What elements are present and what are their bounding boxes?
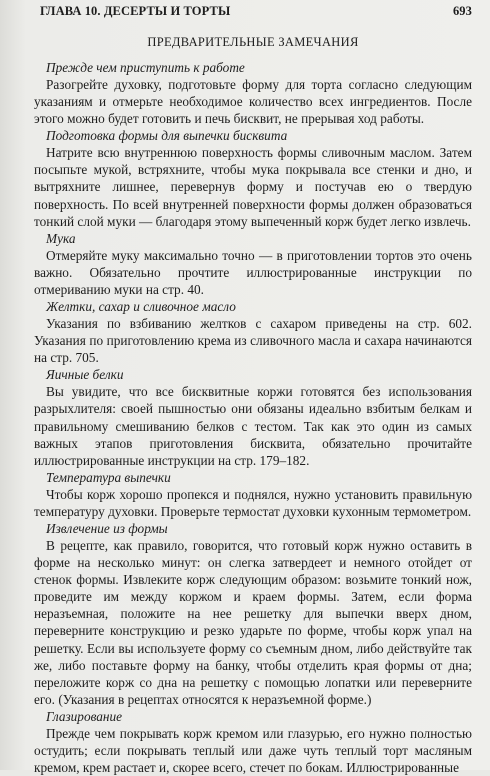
subheading: Мука xyxy=(46,230,76,246)
paragraph: Натрите всю внутреннюю поверхность формы сливочным маслом. Затем посыпьте мукой, встряхните, чтобы мука покрывала все стенки и дно, и вытряхните лишнее, перевернув форму и постучав ею о твердую поверхность. По всей внутренней поверхности формы должен образоваться тонкий слой муки — благодаря этому выпеченный корж будет легко извлечь. xyxy=(34,145,472,229)
subheading: Подготовка формы для выпечки бисквита xyxy=(46,128,288,144)
page-number: 693 xyxy=(452,4,472,18)
subheading: Желтки, сахар и сливочное масло xyxy=(46,299,236,315)
subheading: Яичные белки xyxy=(46,367,124,383)
paragraph: Вы увидите, что все бисквитные коржи готовятся без использования разрыхлителя: своей пышностью они обязаны идеально взбитым белкам и правильному смешиванию белков с тестом. Так как это один из самых важных этапов приготовления бисквита, обязательно прочитайте иллюстрированные инструкции на стр. 179–182. xyxy=(34,384,472,468)
chapter-title: ГЛАВА 10. ДЕСЕРТЫ И ТОРТЫ xyxy=(40,4,231,18)
subheading: Прежде чем приступить к работе xyxy=(46,60,245,75)
page-header xyxy=(40,4,472,19)
paragraph: В рецепте, как правило, говорится, что готовый корж нужно оставить в форме на несколько минут: он слегка затвердеет и немного отойдет от стенок формы. Извлеките корж следующим образом: возьмите тонкий нож, проведите им между коржом и краем формы. Затем, если форма неразъемная, положите на нее решетку для выпечки вверх дном, переверните конструкцию и резко ударьте по форме, чтобы корж упал на решетку. Если вы используете форму со съемным дном, либо действуйте так же, либо поставьте форму на банку, чтобы отделить края формы от дна; переложите корж со дна на решетку с помощью лопатки или переверните его. (Указания в рецептах относятся к неразъемной форме.) xyxy=(34,537,472,707)
paragraph: Прежде чем покрывать корж кремом или глазурью, его нужно полностью остудить; если покрывать теплый или даже чуть теплый торт масляным кремом, крем растает и, скорее всего, стечет по бокам. Иллюстрированные xyxy=(34,725,472,776)
section-unmolding xyxy=(34,520,472,708)
section-egg-whites xyxy=(34,366,472,468)
subheading: Температура выпечки xyxy=(46,469,171,485)
section-yolks-sugar-butter xyxy=(34,298,472,366)
subheading: Извлечение из формы xyxy=(46,520,168,536)
section-title: ПРЕДВАРИТЕЛЬНЫЕ ЗАМЕЧАНИЯ xyxy=(147,35,359,49)
section-flour xyxy=(34,230,472,298)
section-before-start xyxy=(34,59,472,127)
paragraph: Разогрейте духовку, подготовьте форму для торта согласно следующим указаниям и отмерьте необходимое количество всех ингредиентов. После этого можно будет готовить и печь бисквит, не прерывая ход работы. xyxy=(34,77,472,127)
subheading: Глазирование xyxy=(46,708,123,724)
paragraph: Отмеряйте муку максимально точно — в приготовлении тортов это очень важно. Обязательно прочтите иллюстрированные инструкции по отмериванию муки на стр. 40. xyxy=(34,247,472,297)
section-frosting xyxy=(34,708,472,776)
paragraph: Указания по взбиванию желтков с сахаром приведены на стр. 602. Указания по приготовлению крема из сливочного масла и сахара начинаются на стр. 705. xyxy=(34,316,472,366)
section-baking-temperature xyxy=(34,469,472,520)
paragraph: Чтобы корж хорошо пропекся и поднялся, нужно установить правильную температуру духовки. Проверьте термостат духовки кухонным термометром. xyxy=(34,486,472,519)
section-pan-preparation xyxy=(34,127,472,229)
